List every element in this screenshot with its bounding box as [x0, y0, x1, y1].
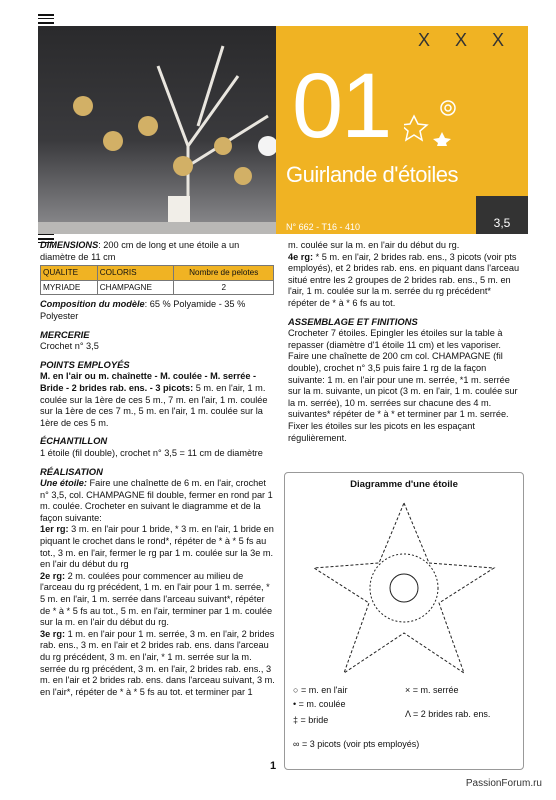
td-balls: 2 [174, 280, 274, 295]
row3-cont: m. coulée sur la m. en l'air du début du rg. [288, 240, 460, 250]
stars-icon [404, 96, 464, 146]
pattern-title: Guirlande d'étoiles [286, 162, 459, 187]
row4: 4e rg: * 5 m. en l'air, 2 brides rab. ens., 3 picots (voir pts employés), et 2 brides rab. ens. en piquant dans l'arceau situé entre les 2 groupes de 2 brides rab. ens., 5 m. en l'air, 1 m. coulée sur la m. serrée du rg précédent* répéter de * à * 6 fs au tot. [288, 251, 520, 308]
pattern-number: 01 [292, 55, 391, 157]
left-column [40, 240, 276, 698]
assembly-title: ASSEMBLAGE ET FINITIONS [288, 315, 418, 327]
points-title: POINTS EMPLOYÉS [40, 358, 130, 370]
points-body: 5 m. en l'air, 1 m. coulée sur la 1ère de ces 5 m., 7 m. en l'air, 1 m. coulée sur la 1ère de ces 7 m., 5 m. en l'air, 1 m. coulée sur la 1ère de ces 5 m. [40, 382, 268, 428]
picot-icon: ∞ [293, 739, 300, 749]
legend-picot: ∞ = 3 picots (voir pts employés) [293, 739, 420, 749]
difficulty-marks: X X X [417, 30, 514, 50]
slip-icon: • [293, 699, 297, 709]
legend-dc: ‡ = bride [293, 715, 329, 725]
dimensions-text: : 200 cm de long et une étoile a un diamètre de 11 cm [40, 240, 240, 262]
row2: 2e rg: 2 m. coulées pour commencer au milieu de l'arceau du rg précédent, 1 m. en l'air pour 1 m. serrée, * 5 m. en l'air, 1 m. serrée dans l'arceau suivant*, répéter de * à * 5 fs au tot., 5 m. en l'air, terminer par 1 m. coulée sur la m. en l'air du début du rg. [40, 570, 273, 628]
dimensions-label: DIMENSIONS [40, 240, 99, 250]
th-color: COLORIS [97, 266, 174, 281]
sc-icon: × [405, 685, 411, 695]
dec-icon: Λ [405, 709, 411, 719]
dimensions [40, 240, 276, 263]
points-text [40, 371, 276, 429]
legend-slip: • = m. coulée [293, 699, 346, 709]
legend-dec: Λ = 2 brides rab. ens. [405, 709, 491, 719]
realisation-lead: Une étoile: [40, 478, 87, 489]
page-number: 1 [270, 760, 277, 772]
garland-illustration [38, 26, 276, 234]
td-color: CHAMPAGNE [97, 280, 174, 295]
echantillon-text: 1 étoile (fil double), crochet n° 3,5 = 11 cm de diamètre [40, 447, 263, 458]
realisation-intro: Une étoile: Faire une chaînette de 6 m. en l'air, crochet n° 3,5, col. CHAMPAGNE fil double, fermer en rond par 1 m. coulée. Crocheter en suivant le diagramme et de la façon suivante: [40, 478, 273, 523]
level-badge: 3,5 [476, 196, 528, 234]
echantillon-title: ÉCHANTILLON [40, 435, 108, 447]
mercerie-title: MERCERIE [40, 328, 90, 340]
right-column [288, 240, 520, 444]
supplies-table [40, 265, 274, 295]
legend-chain: ○ = m. en l'air [293, 685, 348, 695]
diagram-title: Diagramme d'une étoile [350, 479, 458, 490]
mercerie-text: Crochet n° 3,5 [40, 341, 99, 352]
th-quality: QUALITE [41, 266, 98, 281]
chain-icon: ○ [293, 685, 299, 695]
diagram-box [284, 472, 524, 770]
site-watermark: PassionForum.ru [465, 778, 542, 789]
star-diagram [304, 493, 504, 683]
composition-text: : 65 % Polyamide - 35 % Polyester [40, 299, 246, 321]
row1: 1er rg: 3 m. en l'air pour 1 bride, * 3 m. en l'air, 1 bride en piquant le crochet dans le rond*, répéter de * à * 5 fs au tot., 3 m. en l'air, fermer le rg par 1 m. coulée sur la 3e m. en l'air du début du rg [40, 524, 274, 570]
photo-garland [38, 26, 276, 234]
points-bold: M. en l'air ou m. chaînette - M. coulée - M. serrée - Bride - 2 brides rab. ens. - 3 picots: [40, 371, 257, 393]
legend-sc: × = m. serrée [405, 685, 459, 695]
composition-label: Composition du modèle [40, 299, 145, 310]
composition [40, 299, 276, 322]
reference: N° 662 - T16 - 410 [286, 222, 360, 232]
title-panel [276, 26, 528, 234]
realisation-title: RÉALISATION [40, 465, 103, 477]
dc-icon: ‡ [293, 715, 299, 725]
assembly-text: Crocheter 7 étoiles. Epingler les étoiles sur la table à repasser (diamètre d'1 étoile 11 cm) et les vaporiser. Faire une chaînette de 200 cm col. CHAMPAGNE (fil double), crochet n° 3,5 puis faire 1 rg de la façon suivante: 1 m. en l'air pour une m. serrée, *1 m. serrée sur la m. suivante, un picot (3 m. en l'air, 1 m. coulée sur la m. serrée), 10 m. serrées sur chacune des 4 m. suivantes* répéter de * à * et terminer par 1 m. serrée. Fixer les étoiles sur les picots en les espaçant régulièrement. [288, 328, 518, 443]
td-quality: MYRIADE [41, 280, 98, 295]
th-balls: Nombre de pelotes [174, 266, 274, 281]
row3: 3e rg: 1 m. en l'air pour 1 m. serrée, 3 m. en l'air, 2 brides rab. ens., 3 m. en l'air et 2 brides rab. ens. dans l'arceau du rg précédent, 3 m. en l'air, * 1 m. serrée sur la m. serrée du rg précédent, 3 m. en l'air, 2 brides rab. ens., 3 m. en l'air et 2 brides rab. ens. dans l'arceau suivant, 3 m. en l'air*, répéter de * à * 5 fs au tot. et terminer par 1 [40, 628, 275, 697]
